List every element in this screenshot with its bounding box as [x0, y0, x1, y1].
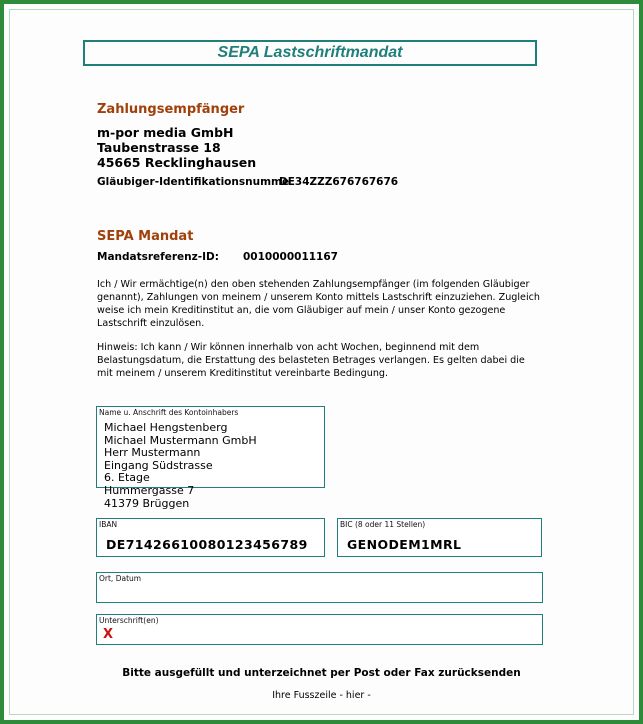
creditor-heading: Zahlungsempfänger — [97, 102, 245, 117]
bic-label: BIC (8 oder 11 Stellen) — [340, 520, 426, 529]
signature-field[interactable] — [96, 614, 543, 645]
account-holder-line: Hummergasse 7 — [104, 483, 195, 497]
iban-value: DE71426610080123456789 — [106, 537, 308, 552]
title-box — [83, 40, 537, 66]
place-date-label: Ort, Datum — [99, 574, 142, 583]
document-title: SEPA Lastschriftmandat — [217, 44, 403, 61]
account-holder-line: 6. Etage — [104, 471, 150, 485]
authorization-text: Ich / Wir ermächtige(n) den oben stehenden Zahlungsempfänger (im folgenden Gläubiger genannt), Zahlungen von meinem / unserem Konto mittels Lastschrift einzuziehen. Zugleich weise ich mein Kreditinstitut an, die vom Gläubiger auf mein / unser Konto gezogene Lastschrift einzulösen. — [97, 279, 540, 329]
account-holder-line: Eingang Südstrasse — [104, 458, 213, 472]
mandate-reference-value: 0010000011167 — [243, 251, 338, 263]
footer-instruction: Bitte ausgefüllt und unterzeichnet per Post oder Fax zurücksenden — [122, 667, 521, 679]
creditor-name: m-por media GmbH — [97, 125, 234, 140]
account-holder-label: Name u. Anschrift des Kontoinhabers — [99, 408, 239, 417]
bic-value: GENODEM1MRL — [347, 537, 462, 552]
account-holder-lines — [104, 422, 257, 510]
creditor-city: 45665 Recklinghausen — [97, 155, 257, 170]
account-holder-line: Michael Hengstenberg — [104, 421, 228, 434]
creditor-street: Taubenstrasse 18 — [97, 140, 221, 155]
account-holder-line: Herr Mustermann — [104, 446, 201, 460]
creditor-id-value: DE34ZZZ676767676 — [279, 176, 399, 188]
iban-field[interactable] — [96, 518, 325, 557]
mandate-reference-label: Mandatsreferenz-ID: — [97, 251, 219, 263]
footer-line: Ihre Fusszeile - hier - — [272, 690, 371, 701]
account-holder-line: 41379 Brüggen — [104, 496, 190, 510]
iban-label: IBAN — [99, 520, 118, 529]
notice-text: Hinweis: Ich kann / Wir können innerhalb von acht Wochen, beginnend mit dem Belastungsdatum, die Erstattung des belasteten Betrages verlangen. Es gelten dabei die mit meinem / unserem Kreditinstitut vereinbarte Bedingung. — [97, 342, 525, 379]
signature-label: Unterschrift(en) — [99, 616, 159, 625]
account-holder-line: Michael Mustermann GmbH — [104, 433, 257, 447]
creditor-id-label: Gläubiger-Identifikationsnumme — [97, 176, 290, 188]
bic-field[interactable] — [337, 518, 542, 557]
mandate-heading: SEPA Mandat — [97, 229, 194, 244]
signature-mark: X — [103, 627, 114, 642]
place-date-field[interactable] — [96, 572, 543, 603]
